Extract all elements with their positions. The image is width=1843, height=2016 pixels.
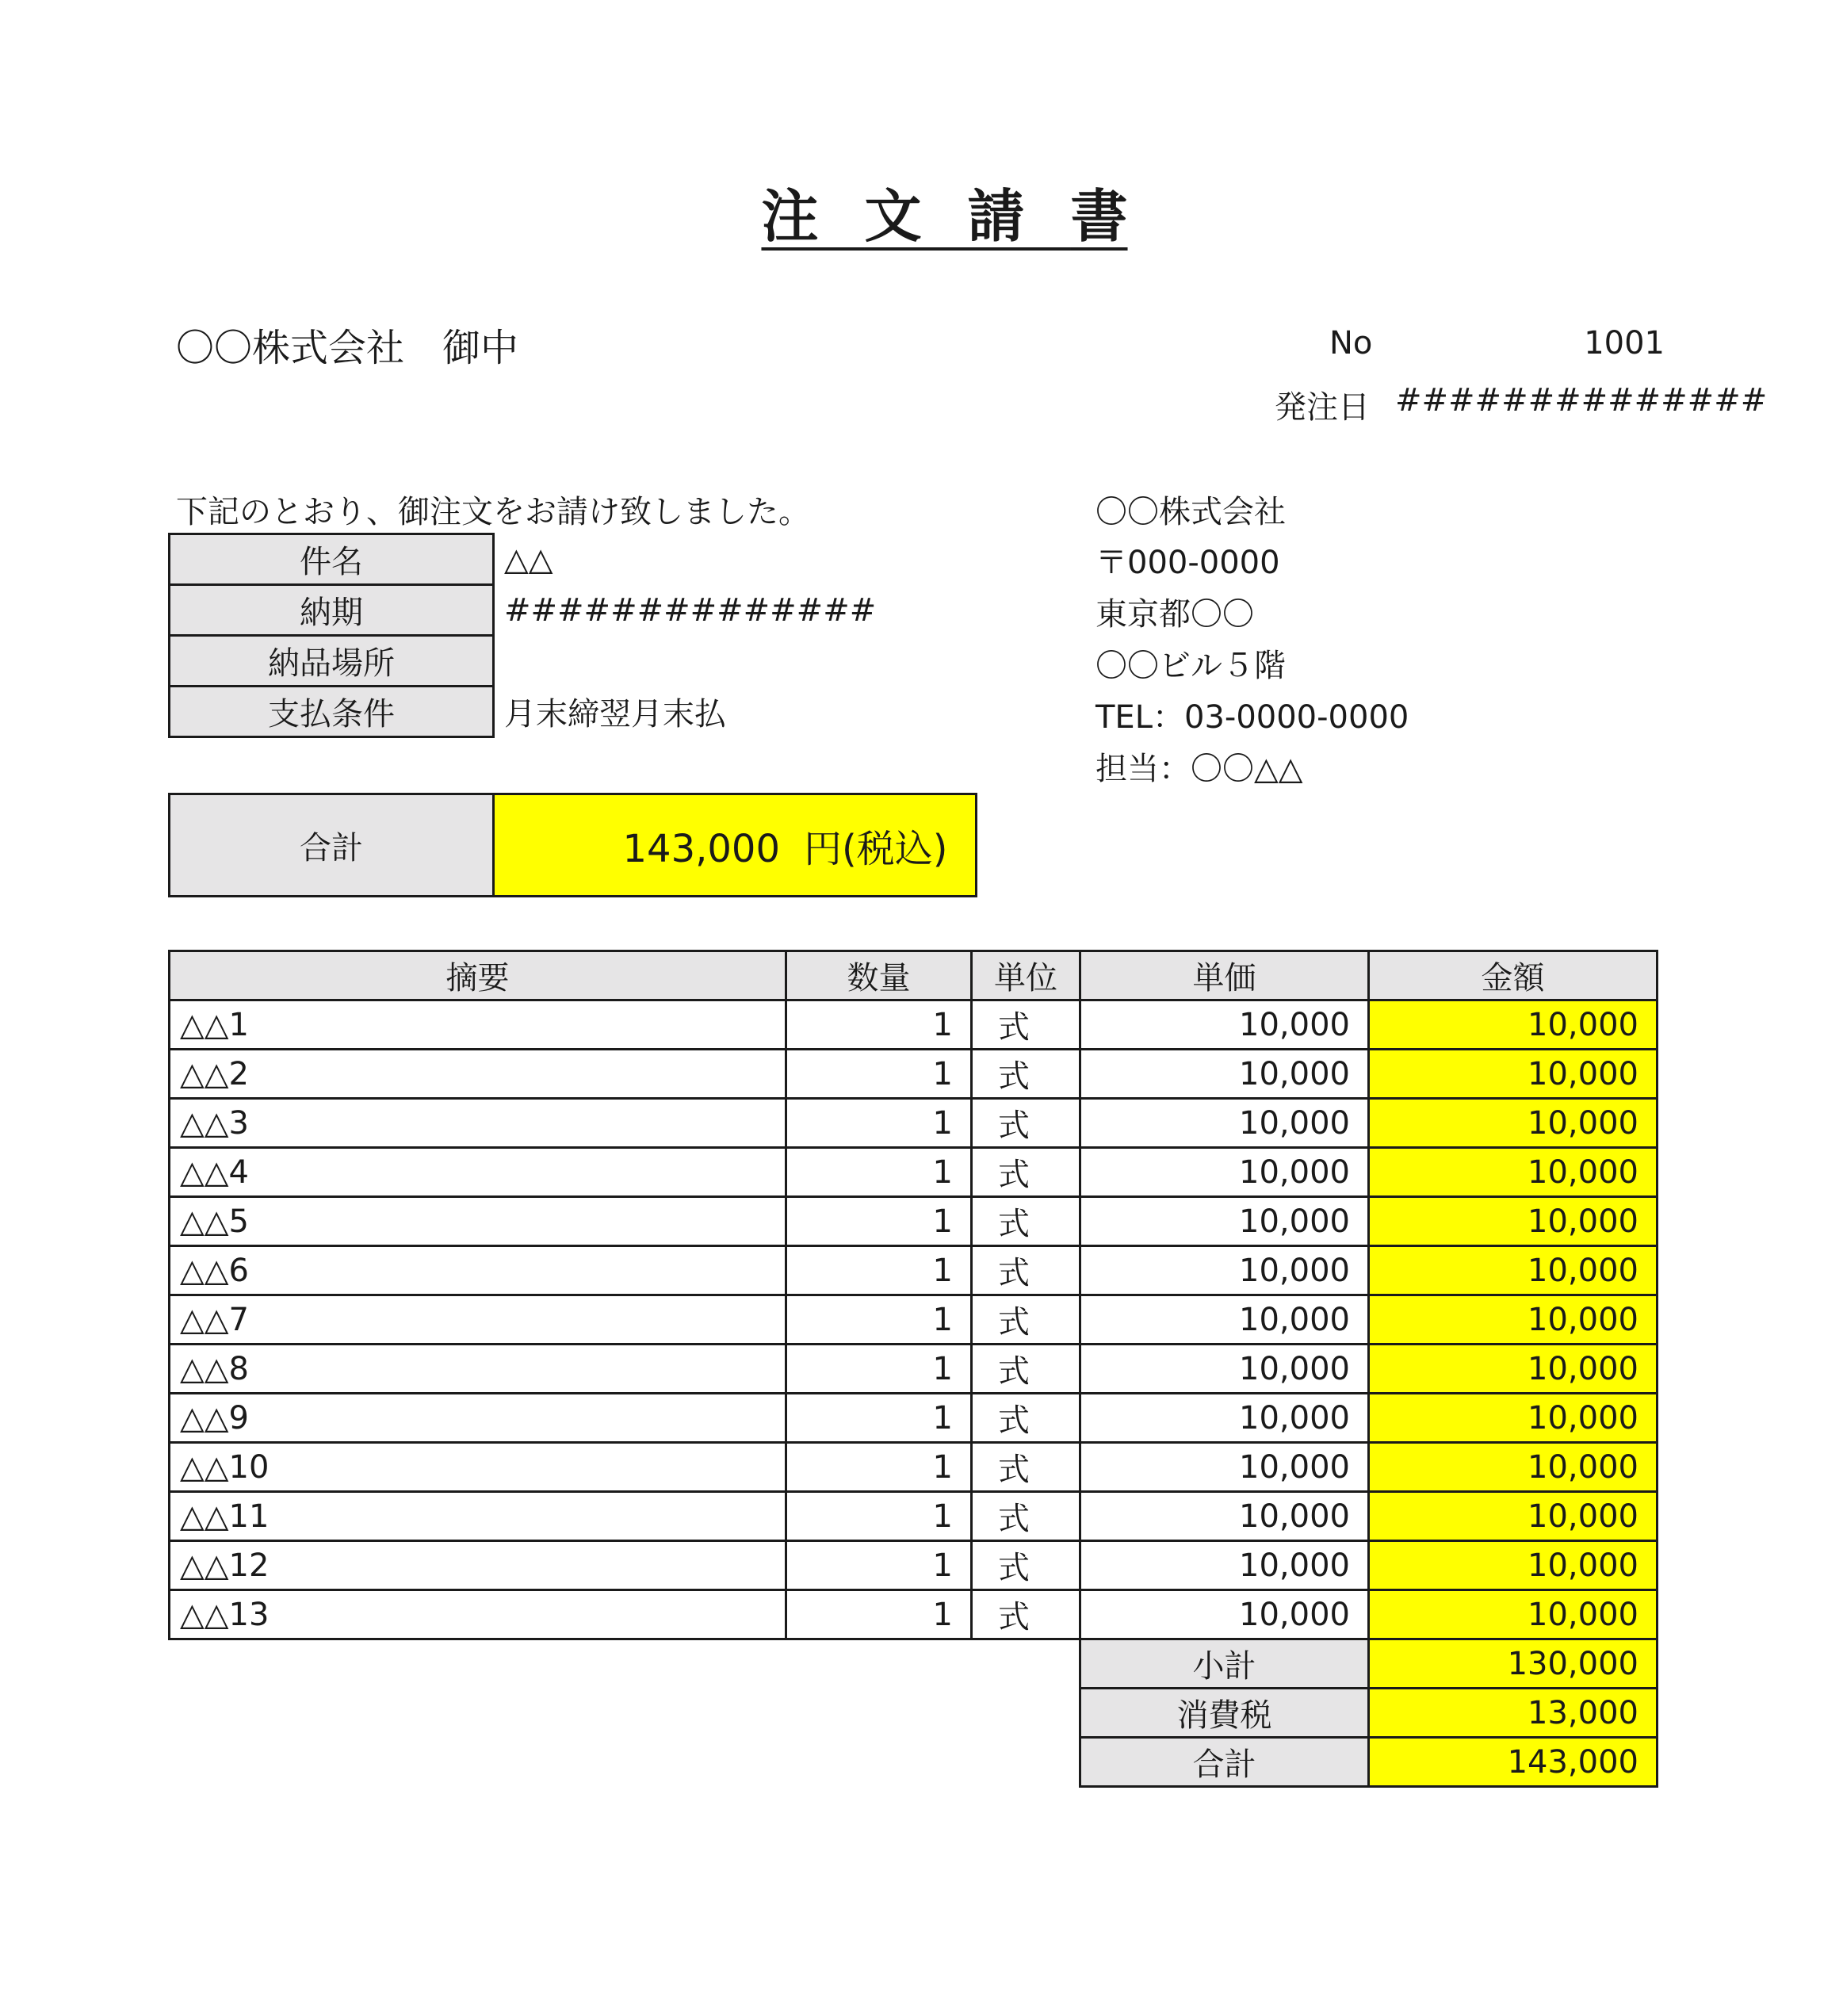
item-description: △△5 [170,1197,786,1246]
delivery-place-label: 納品場所 [170,636,494,687]
item-amount: 10,000 [1369,1246,1658,1295]
item-unit: 式 [972,1443,1080,1492]
item-unit: 式 [972,1541,1080,1590]
grand-total-label: 合計 [1080,1738,1369,1787]
table-row [170,1492,1658,1541]
item-quantity: 1 [786,1000,972,1050]
item-unit-price: 10,000 [1080,1197,1369,1246]
item-unit: 式 [972,1000,1080,1050]
item-unit: 式 [972,1050,1080,1099]
item-unit: 式 [972,1099,1080,1148]
item-amount: 10,000 [1369,1541,1658,1590]
item-amount: 10,000 [1369,1295,1658,1345]
table-row [170,1541,1658,1590]
info-row [170,636,902,687]
item-amount: 10,000 [1369,1148,1658,1197]
sender-company: 〇〇株式会社 [1095,494,1286,530]
sender-postal: 〒000-0000 [1095,545,1280,581]
item-quantity: 1 [786,1099,972,1148]
item-unit-price: 10,000 [1080,1148,1369,1197]
sender-address: 東京都〇〇 [1095,596,1254,633]
item-unit: 式 [972,1197,1080,1246]
table-row [170,1197,1658,1246]
document-number-value: 1001 [1584,325,1665,362]
summary-spacer [170,1738,1080,1787]
item-amount: 10,000 [1369,1345,1658,1394]
item-description: △△9 [170,1394,786,1443]
item-quantity: 1 [786,1541,972,1590]
item-unit-price: 10,000 [1080,1295,1369,1345]
table-row [170,1443,1658,1492]
total-box-label: 合計 [170,794,494,897]
item-description: △△12 [170,1541,786,1590]
table-row [170,1148,1658,1197]
consumption-tax-value: 13,000 [1369,1689,1658,1738]
items-table [168,950,1658,1788]
total-box-amount: 143,000 [622,826,780,871]
delivery-date-label: 納期 [170,585,494,636]
total-box-unit: 円(税込) [804,826,948,871]
item-unit: 式 [972,1148,1080,1197]
item-description: △△2 [170,1050,786,1099]
info-row [170,585,902,636]
table-row [170,1295,1658,1345]
table-row [170,1000,1658,1050]
item-quantity: 1 [786,1443,972,1492]
item-quantity: 1 [786,1197,972,1246]
item-unit: 式 [972,1492,1080,1541]
header-unit-price: 単価 [1080,951,1369,1000]
info-row [170,687,902,737]
header-quantity: 数量 [786,951,972,1000]
summary-row [170,1639,1658,1689]
sender-contact: 担当：〇〇△△ [1095,751,1303,787]
item-quantity: 1 [786,1345,972,1394]
header-amount: 金額 [1369,951,1658,1000]
document-number-label: No [1329,325,1373,362]
item-description: △△11 [170,1492,786,1541]
item-quantity: 1 [786,1148,972,1197]
sender-building: 〇〇ビル５階 [1095,648,1286,684]
item-description: △△6 [170,1246,786,1295]
item-description: △△8 [170,1345,786,1394]
table-row [170,1394,1658,1443]
item-description: △△3 [170,1099,786,1148]
payment-terms-value: 月末締翌月末払 [504,696,726,733]
subject-value: △△ [504,541,553,578]
item-quantity: 1 [786,1246,972,1295]
title-char-1: 注 [761,183,865,250]
item-unit-price: 10,000 [1080,1541,1369,1590]
grand-total-value: 143,000 [1369,1738,1658,1787]
title-char-3: 請 [967,183,1071,250]
info-row [170,534,902,585]
item-quantity: 1 [786,1394,972,1443]
sender-tel: TEL：03-0000-0000 [1095,699,1409,736]
item-unit-price: 10,000 [1080,1590,1369,1639]
item-description: △△1 [170,1000,786,1050]
item-unit: 式 [972,1246,1080,1295]
item-amount: 10,000 [1369,1099,1658,1148]
delivery-place-value [494,636,902,687]
summary-body [170,1639,1658,1787]
header-unit: 単位 [972,951,1080,1000]
item-unit-price: 10,000 [1080,1345,1369,1394]
item-amount: 10,000 [1369,1394,1658,1443]
table-row [170,1590,1658,1639]
addressee: 〇〇株式会社 御中 [176,326,519,370]
order-date-label: 発注日 [1275,389,1370,426]
item-unit: 式 [972,1590,1080,1639]
document-title [0,170,1843,253]
table-row [170,1345,1658,1394]
item-unit: 式 [972,1345,1080,1394]
item-description: △△13 [170,1590,786,1639]
order-info-table [168,533,903,738]
item-quantity: 1 [786,1295,972,1345]
payment-terms-label: 支払条件 [170,687,494,737]
items-body [170,1000,1658,1639]
table-row [170,1050,1658,1099]
item-amount: 10,000 [1369,1197,1658,1246]
table-row [170,1246,1658,1295]
consumption-tax-label: 消費税 [1080,1689,1369,1738]
summary-row [170,1738,1658,1787]
item-unit-price: 10,000 [1080,1492,1369,1541]
items-header-row [170,951,1658,1000]
order-date-value: ############## [1395,382,1768,419]
item-description: △△7 [170,1295,786,1345]
item-amount: 10,000 [1369,1050,1658,1099]
title-char-2: 文 [864,183,968,250]
summary-row [170,1689,1658,1738]
item-quantity: 1 [786,1050,972,1099]
item-amount: 10,000 [1369,1590,1658,1639]
item-unit-price: 10,000 [1080,1000,1369,1050]
subtotal-label: 小計 [1080,1639,1369,1689]
intro-text: 下記のとおり、御注文をお請け致しました。 [176,494,810,530]
item-amount: 10,000 [1369,1000,1658,1050]
subject-label: 件名 [170,534,494,585]
item-unit: 式 [972,1394,1080,1443]
item-quantity: 1 [786,1590,972,1639]
summary-spacer [170,1689,1080,1738]
total-box [168,793,977,897]
total-box-value [494,794,977,897]
subtotal-value: 130,000 [1369,1639,1658,1689]
item-unit-price: 10,000 [1080,1099,1369,1148]
item-description: △△4 [170,1148,786,1197]
title-char-4: 書 [1070,183,1128,250]
item-unit-price: 10,000 [1080,1246,1369,1295]
item-quantity: 1 [786,1492,972,1541]
item-unit-price: 10,000 [1080,1050,1369,1099]
item-amount: 10,000 [1369,1443,1658,1492]
item-unit: 式 [972,1295,1080,1345]
header-description: 摘要 [170,951,786,1000]
item-amount: 10,000 [1369,1492,1658,1541]
item-description: △△10 [170,1443,786,1492]
delivery-date-value: ############## [504,591,877,629]
item-unit-price: 10,000 [1080,1394,1369,1443]
table-row [170,1099,1658,1148]
summary-spacer [170,1639,1080,1689]
item-unit-price: 10,000 [1080,1443,1369,1492]
